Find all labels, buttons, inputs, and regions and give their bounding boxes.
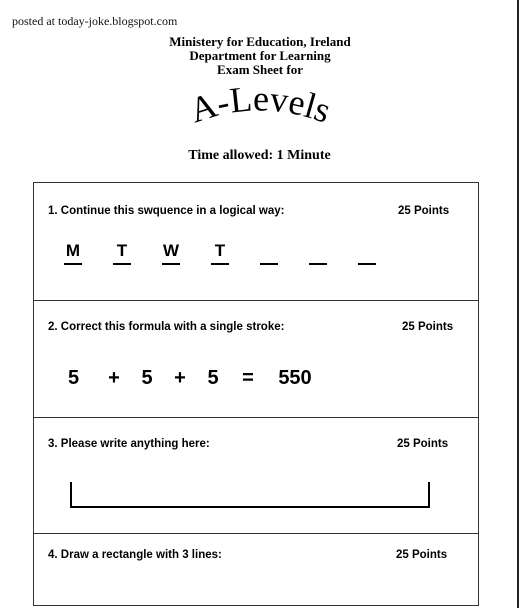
question-2-text: 2. Correct this formula with a single stroke: <box>48 321 285 333</box>
sequence-item: T <box>207 241 233 265</box>
sequence-blank <box>256 241 282 265</box>
question-3-points: 25 Points <box>397 438 449 450</box>
department-line: Department for Learning <box>189 48 331 63</box>
formula-operator: + <box>174 367 186 389</box>
source-watermark: posted at today-joke.blogspot.com <box>12 14 178 28</box>
formula-term: 5 <box>68 367 80 389</box>
formula-term: 5 <box>207 367 219 389</box>
ministry-line: Ministery for Education, Ireland <box>169 34 351 49</box>
question-2-points: 25 Points <box>402 321 454 333</box>
exam-sheet-line: Exam Sheet for <box>217 62 303 77</box>
sequence-blank <box>305 241 331 265</box>
sequence-row <box>60 241 403 265</box>
question-3 <box>34 418 478 534</box>
question-1-points: 25 Points <box>398 205 450 217</box>
answer-bracket[interactable] <box>70 482 430 508</box>
question-4 <box>34 534 478 605</box>
formula-operator: + <box>108 367 120 389</box>
question-2 <box>34 301 478 418</box>
exam-sheet <box>33 182 479 606</box>
question-4-text: 4. Draw a rectangle with 3 lines: <box>48 549 222 561</box>
sequence-item: T <box>109 241 135 265</box>
formula-term: 5 <box>141 367 153 389</box>
sequence-blank <box>354 241 380 265</box>
exam-title-text: A-Levels <box>184 82 336 131</box>
formula-result: 550 <box>278 367 312 389</box>
svg-text:A-Levels <box>185 82 336 131</box>
formula-operator: = <box>242 367 254 389</box>
time-allowed: Time allowed: 1 Minute <box>188 148 331 163</box>
sequence-item: M <box>60 241 86 265</box>
exam-title <box>160 82 360 142</box>
exam-header <box>118 35 402 77</box>
question-3-text: 3. Please write anything here: <box>48 438 210 450</box>
formula <box>68 367 320 390</box>
question-1 <box>34 183 478 301</box>
question-1-text: 1. Continue this swquence in a logical way: <box>48 205 285 217</box>
question-4-points: 25 Points <box>396 549 448 561</box>
sequence-item: W <box>158 241 184 265</box>
